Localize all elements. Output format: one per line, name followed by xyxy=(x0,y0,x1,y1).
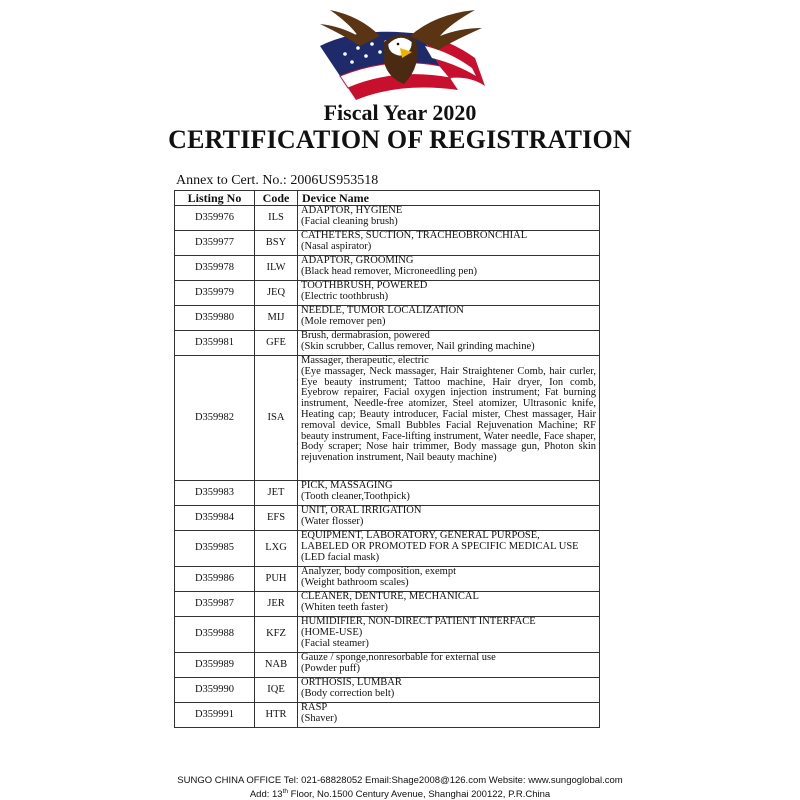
device-name xyxy=(298,506,600,531)
product-code: PUH xyxy=(255,567,298,592)
product-code: JER xyxy=(255,592,298,617)
device-name xyxy=(298,531,600,567)
eagle-flag-logo xyxy=(300,6,500,106)
contact-line: SUNGO CHINA OFFICE Tel: 021-68828052 Email:Shage2008@126.com Website: www.sungoglobal.com xyxy=(177,775,623,786)
device-name-line: PICK, MASSAGING xyxy=(301,480,393,491)
product-code: BSY xyxy=(255,231,298,256)
ordinal-suffix: th xyxy=(282,788,289,795)
certification-title: CERTIFICATION OF REGISTRATION xyxy=(168,125,632,154)
address-rest: Floor, No.1500 Century Avenue, Shanghai 200122, P.R.China xyxy=(288,789,551,800)
device-name xyxy=(298,678,600,703)
device-name-line: Analyzer, body composition, exempt xyxy=(301,566,457,577)
device-name-line: ADAPTOR, GROOMING xyxy=(301,255,414,266)
table-row xyxy=(175,331,600,356)
device-name xyxy=(298,306,600,331)
device-name-line: Gauze / sponge,nonresorbable for external use xyxy=(301,652,496,663)
annex-cert-number: Annex to Cert. No.: 2006US953518 xyxy=(176,173,379,188)
device-name-line: (Water flosser) xyxy=(301,515,364,527)
device-name-line: LABELED OR PROMOTED FOR A SPECIFIC MEDICAL USE xyxy=(301,540,579,552)
device-name xyxy=(298,256,600,281)
office-contact-footer xyxy=(0,775,800,800)
device-name-line: (Shaver) xyxy=(301,712,338,724)
table-row xyxy=(175,567,600,592)
device-name-line: (Electric toothbrush) xyxy=(301,290,389,302)
table-row xyxy=(175,206,600,231)
device-name-line: (Skin scrubber, Callus remover, Nail grinding machine) xyxy=(301,340,535,352)
listing-number: D359989 xyxy=(175,653,255,678)
header-device-name: Device Name xyxy=(298,191,600,206)
device-name-line: (Whiten teeth faster) xyxy=(301,601,388,613)
fiscal-year-title: Fiscal Year 2020 xyxy=(323,100,477,125)
device-name xyxy=(298,481,600,506)
device-name-line: CLEANER, DENTURE, MECHANICAL xyxy=(301,591,479,602)
device-name xyxy=(298,592,600,617)
device-name-line: ADAPTOR, HYGIENE xyxy=(301,205,403,216)
device-name-line: (Eye massager, Neck massager, Hair Straightener Comb, hair curler, Eye beauty instrument; Tattoo machine, Hair dryer, Ion comb, Eyebrow repairer, Facial oxygen injection instrument; Fat burning instrument, Needle-free atomizer, Steel atomizer, Ultrasonic knife, Heating cap; Beauty introducer, Facial mister, Chest massager, Hair removal device, Small Bubbles Facial Rejuvenation Machine; RF beauty instrument, Face-lifting instrument, Water needle, Face shaper, Body scraper; Nose hair trimmer, Body massage gun, Photon skin rejuvenation instrument, Nail beauty machine) xyxy=(301,365,596,464)
table-row xyxy=(175,617,600,653)
listing-number: D359980 xyxy=(175,306,255,331)
device-name xyxy=(298,281,600,306)
table-row xyxy=(175,281,600,306)
address-line xyxy=(0,786,800,800)
listing-number: D359988 xyxy=(175,617,255,653)
table-row xyxy=(175,306,600,331)
device-listing-table xyxy=(174,190,600,728)
device-name-line: Massager, therapeutic, electric xyxy=(301,355,429,366)
listing-number: D359987 xyxy=(175,592,255,617)
product-code: HTR xyxy=(255,703,298,728)
device-name xyxy=(298,331,600,356)
product-code: LXG xyxy=(255,531,298,567)
table-header-row xyxy=(175,191,600,206)
listing-number: D359984 xyxy=(175,506,255,531)
device-name-line: (LED facial mask) xyxy=(301,551,380,563)
device-name-line: CATHETERS, SUCTION, TRACHEOBRONCHIAL xyxy=(301,230,528,241)
device-name-line: UNIT, ORAL IRRIGATION xyxy=(301,505,422,516)
listing-number: D359977 xyxy=(175,231,255,256)
product-code: JET xyxy=(255,481,298,506)
device-name-line: Brush, dermabrasion, powered xyxy=(301,330,430,341)
product-code: MIJ xyxy=(255,306,298,331)
table-row xyxy=(175,678,600,703)
device-name-line: (Facial cleaning brush) xyxy=(301,215,398,227)
device-name xyxy=(298,703,600,728)
device-name-line: (Nasal aspirator) xyxy=(301,240,372,252)
listing-number: D359982 xyxy=(175,356,255,481)
device-name-line: (Facial steamer) xyxy=(301,637,369,649)
device-name xyxy=(298,653,600,678)
header-listing-no: Listing No xyxy=(175,191,255,206)
device-name-line: (Weight bathroom scales) xyxy=(301,576,409,588)
listing-number: D359990 xyxy=(175,678,255,703)
listing-number: D359986 xyxy=(175,567,255,592)
product-code: ILW xyxy=(255,256,298,281)
device-name-line: (Tooth cleaner,Toothpick) xyxy=(301,490,410,502)
device-name xyxy=(298,617,600,653)
product-code: GFE xyxy=(255,331,298,356)
device-name-line: TOOTHBRUSH, POWERED xyxy=(301,280,428,291)
table-row xyxy=(175,231,600,256)
device-name-line: ORTHOSIS, LUMBAR xyxy=(301,677,402,688)
product-code: EFS xyxy=(255,506,298,531)
device-name xyxy=(298,231,600,256)
table-row xyxy=(175,531,600,567)
product-code: ILS xyxy=(255,206,298,231)
product-code: ISA xyxy=(255,356,298,481)
product-code: KFZ xyxy=(255,617,298,653)
device-name xyxy=(298,206,600,231)
listing-number: D359978 xyxy=(175,256,255,281)
device-name-line: (Mole remover pen) xyxy=(301,315,386,327)
listing-number: D359976 xyxy=(175,206,255,231)
device-name-line: (Powder puff) xyxy=(301,662,361,674)
listing-number: D359979 xyxy=(175,281,255,306)
device-name xyxy=(298,567,600,592)
device-name-line: (Black head remover, Microneedling pen) xyxy=(301,265,477,277)
device-name-line: RASP xyxy=(301,702,328,713)
table-row xyxy=(175,481,600,506)
table-row xyxy=(175,256,600,281)
product-code: JEQ xyxy=(255,281,298,306)
listing-number: D359981 xyxy=(175,331,255,356)
address-prefix: Add: 13 xyxy=(249,789,283,800)
device-name xyxy=(298,356,600,481)
device-name-line: EQUIPMENT, LABORATORY, GENERAL PURPOSE, xyxy=(301,530,540,541)
listing-number: D359983 xyxy=(175,481,255,506)
table-row xyxy=(175,653,600,678)
table-row xyxy=(175,703,600,728)
device-name-line: (Body correction belt) xyxy=(301,687,395,699)
table-row xyxy=(175,356,600,481)
table-row xyxy=(175,506,600,531)
header-code: Code xyxy=(255,191,298,206)
product-code: NAB xyxy=(255,653,298,678)
device-name-line: HUMIDIFIER, NON-DIRECT PATIENT INTERFACE xyxy=(301,616,536,627)
listing-number: D359991 xyxy=(175,703,255,728)
table-row xyxy=(175,592,600,617)
device-name-line: NEEDLE, TUMOR LOCALIZATION xyxy=(301,305,464,316)
device-name-line: (HOME-USE) xyxy=(301,626,363,638)
product-code: IQE xyxy=(255,678,298,703)
listing-number: D359985 xyxy=(175,531,255,567)
